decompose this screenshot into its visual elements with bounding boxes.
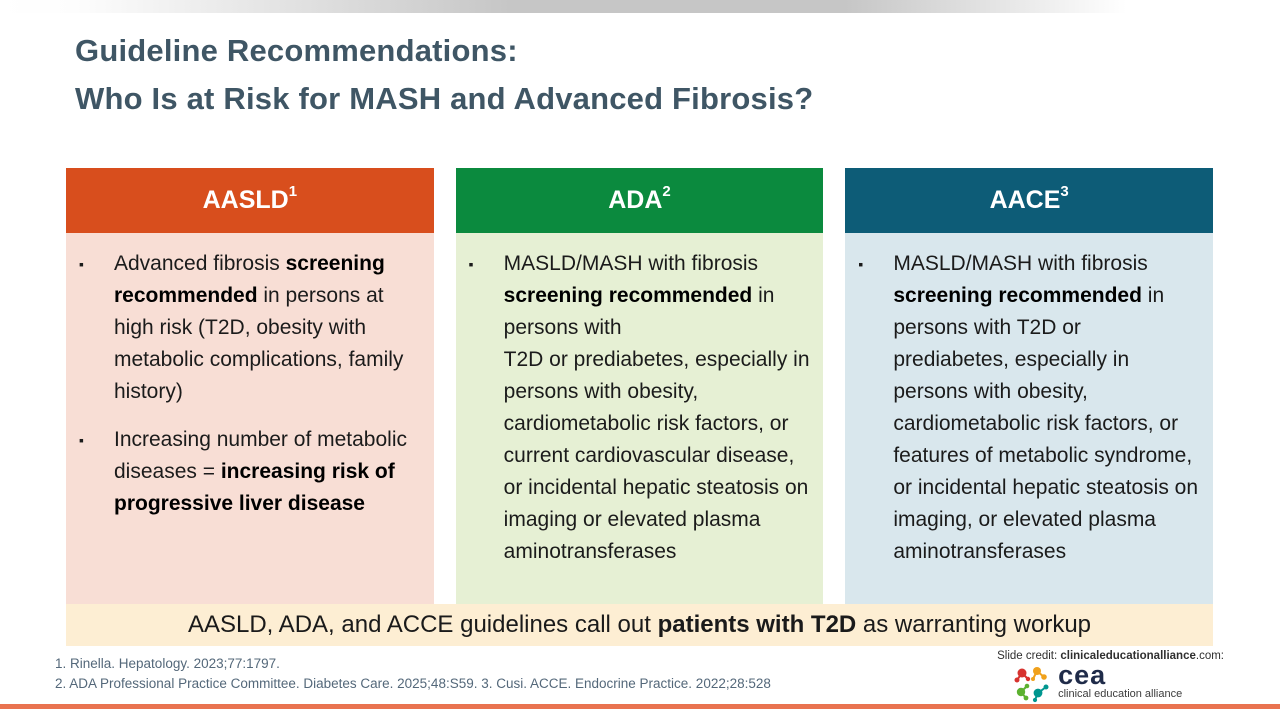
bullet-square-icon: ▪: [858, 256, 864, 272]
column-header-label: ADA: [608, 186, 663, 214]
reference-line-1: 1. Rinella. Hepatology. 2023;77:1797.: [55, 656, 280, 671]
bullet-text: Increasing number of metabolic diseases = increasing risk of progressive liver disease: [114, 428, 407, 515]
summary-banner: [66, 604, 1213, 646]
guideline-column-aace: [845, 168, 1213, 612]
title-line-1: Guideline Recommendations:: [75, 33, 518, 68]
column-header: [456, 168, 824, 233]
page-title: [75, 27, 813, 123]
cea-logo: [1013, 660, 1183, 704]
cea-logo-wordmark: cea: [1058, 660, 1107, 690]
column-header-label: AACE: [989, 186, 1061, 214]
bullet-square-icon: ▪: [79, 256, 84, 272]
bullet-text: Advanced fibrosis screening recommended in persons at high risk (T2D, obesity with metabolic complications, family history): [114, 252, 404, 403]
top-gradient-band: [0, 0, 1280, 13]
reference-line-2: 2. ADA Professional Practice Committee. Diabetes Care. 2025;48:S59. 3. Cusi. ACCE. Endocrine Practice. 2022;28:528: [55, 676, 771, 691]
column-header-superscript: 1: [288, 183, 298, 200]
slide-credit: [997, 650, 1224, 704]
bullet-square-icon: ▪: [468, 256, 474, 272]
bullet-item: [79, 424, 422, 520]
bullet-square-icon: ▪: [79, 432, 84, 448]
guideline-column-ada: [456, 168, 824, 612]
column-header-label: AASLD: [202, 186, 289, 214]
column-header: [66, 168, 434, 233]
bullet-text: MASLD/MASH with fibrosis screening recommended in persons with T2D or prediabetes, especially in persons with obesity, cardiometabolic risk factors, or features of metabolic syndrome, or incidental hepatic steatosis on imaging, or elevated plasma aminotransferases: [893, 252, 1199, 563]
guideline-columns: [66, 168, 1213, 612]
references: [55, 654, 771, 694]
column-header-superscript: 3: [1060, 183, 1069, 200]
cea-logo-icon: [1013, 664, 1051, 704]
column-header: [845, 168, 1213, 233]
column-bullet-list: [66, 233, 434, 612]
bottom-accent-line: [0, 704, 1280, 709]
column-bullet-list: [845, 233, 1213, 612]
column-bullet-list: [456, 233, 824, 612]
summary-banner-text: AASLD, ADA, and ACCE guidelines call out patients with T2D as warranting workup: [187, 611, 1092, 638]
cea-logo-subtext: clinical education alliance: [1058, 688, 1183, 700]
bullet-item: [858, 248, 1201, 568]
slide-credit-text: Slide credit: clinicaleducationalliance.com:: [997, 650, 1224, 662]
bullet-text: MASLD/MASH with fibrosis screening recommended in persons with T2D or prediabetes, especially in persons with obesity, cardiometabolic risk factors, or current cardiovascular disease, or incidental hepatic steatosis on imaging or elevated plasma aminotransferases: [503, 252, 810, 563]
column-header-superscript: 2: [662, 183, 671, 200]
title-line-2: Who Is at Risk for MASH and Advanced Fibrosis?: [75, 81, 814, 116]
bullet-item: [79, 248, 422, 408]
bullet-item: [469, 248, 812, 568]
guideline-column-aasld: [66, 168, 434, 612]
